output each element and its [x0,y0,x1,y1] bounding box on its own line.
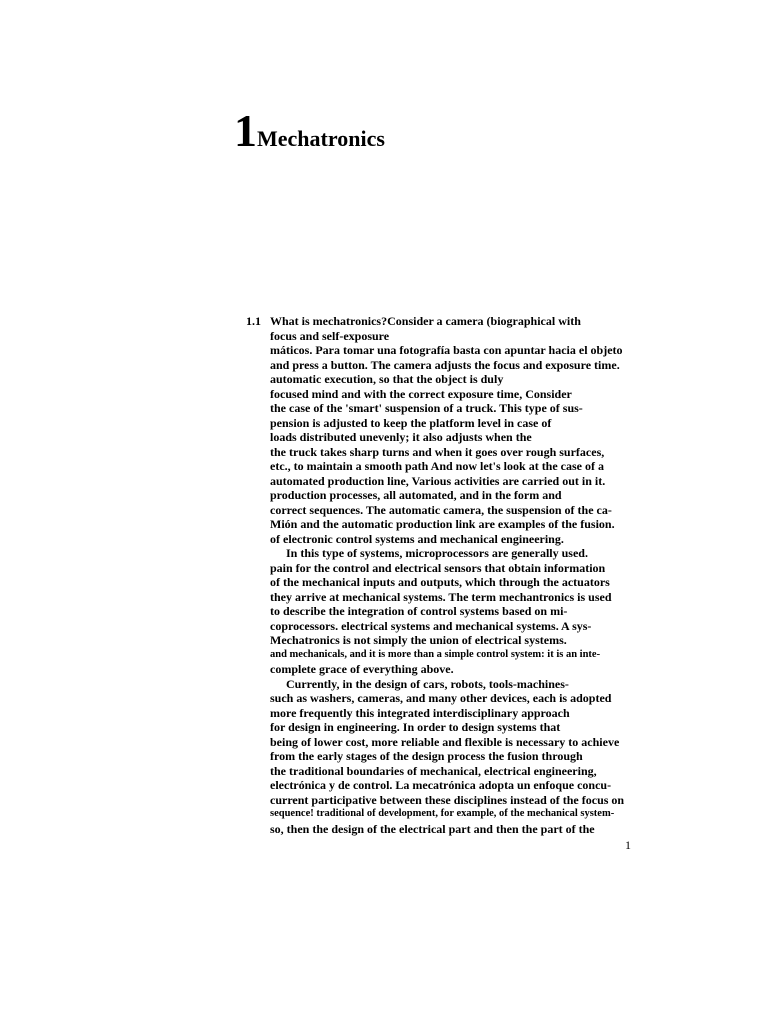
text-line: and press a button. The camera adjusts the focus and exposure time. [270,357,620,372]
text-line: they arrive at mechanical systems. The term mechantronics is used [270,589,612,604]
text-line: the case of the 'smart' suspension of a truck. This type of sus- [270,401,583,415]
text-line: complete grace of everything above. [270,662,454,676]
text-line: sequence! traditional of development, for example, of the mechanical system- [270,808,615,819]
text-line: electrónica y de control. La mecatrónica adopta un enfoque concu- [270,778,612,792]
text-line: from the early stages of the design process the fusion through [270,749,583,763]
text-line: to describe the integration of control systems based on mi- [270,604,568,618]
text-line: etc., to maintain a smooth path And now let's look at the case of a [270,459,605,473]
text-line: focus and self-exposure [270,328,390,343]
text-line: automatic execution, so that the object is duly [270,372,504,386]
text-line: such as washers, cameras, and many other devices, each is adopted [270,691,612,705]
text-line: being of lower cost, more reliable and flexible is necessary to achieve [270,734,620,749]
text-line: for design in engineering. In order to design systems that [270,720,561,734]
text-line: automated production line, Various activities are carried out in it. [270,473,606,488]
text-line: so, then the design of the electrical part and then the part of the [270,821,595,836]
chapter-title: Mechatronics [257,126,385,151]
text-line: máticos. Para tomar una fotografía basta con apuntar hacia el objeto [270,343,623,357]
text-line: What is mechatronics?Consider a camera (biographical with [270,314,581,328]
text-line: the truck takes sharp turns and when it goes over rough surfaces, [270,444,605,459]
text-line: current participative between these disciplines instead of the focus on [270,792,625,807]
text-line: pain for the control and electrical sensors that obtain information [270,560,606,575]
chapter-heading [234,105,385,156]
text-line: more frequently this integrated interdisciplinary approach [270,705,570,720]
chapter-number: 1 [234,105,257,156]
text-line: and mechanicals, and it is more than a simple control system: it is an inte- [270,648,601,660]
text-line: Mión and the automatic production link are examples of the fusion. [270,517,615,531]
text-line: pension is adjusted to keep the platform level in case of [270,415,552,430]
body-text [270,314,640,844]
text-line: loads distributed unevenly; it also adjusts when the [270,430,532,444]
text-line: correct sequences. The automatic camera, the suspension of the ca- [270,502,612,517]
text-line: the traditional boundaries of mechanical, electrical engineering, [270,763,597,778]
text-line: of electronic control systems and mechanical engineering. [270,531,564,546]
text-line: focused mind and with the correct exposure time, Consider [270,386,572,401]
page-number: 1 [625,838,631,852]
text-line: Currently, in the design of cars, robots, tools-machines- [286,676,569,691]
text-line: In this type of systems, microprocessors are generally used. [286,546,588,560]
text-line: production processes, all automated, and in the form and [270,488,562,502]
text-line: of the mechanical inputs and outputs, which through the actuators [270,575,610,589]
text-line: coprocessors. electrical systems and mechanical systems. A sys- [270,618,592,633]
section-number: 1.1 [246,314,261,328]
text-line: Mechatronics is not simply the union of electrical systems. [270,633,567,647]
